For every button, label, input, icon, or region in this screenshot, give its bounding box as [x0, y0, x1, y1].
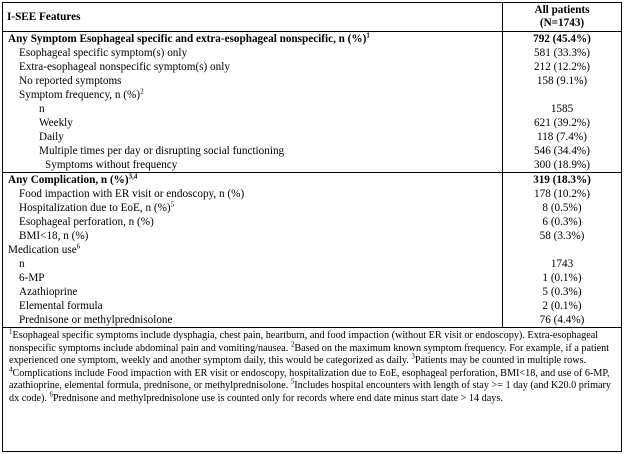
- row-value: 300 (18.9%): [503, 158, 622, 173]
- all-patients-n: (N=1743): [539, 17, 585, 29]
- row-label: Food impaction with ER visit or endoscopy, n (%): [19, 188, 245, 200]
- row-value: 76 (4.4%): [503, 313, 622, 327]
- row-value: 621 (39.2%): [503, 116, 622, 130]
- row-value: 546 (34.4%): [503, 144, 622, 158]
- row-label: Daily: [39, 131, 64, 143]
- table-row: [3, 173, 621, 188]
- i-see-features-table: [3, 3, 621, 327]
- row-label: Multiple times per day or disrupting social functioning: [39, 145, 285, 157]
- row-value: 1 (0.1%): [503, 271, 622, 285]
- all-patients-column-header: [503, 3, 622, 32]
- footnote-ref: 6: [76, 242, 81, 251]
- table-row: [3, 229, 621, 243]
- row-label: [3, 32, 503, 47]
- table-row: [3, 88, 621, 102]
- row-value: 792 (45.4%): [503, 32, 622, 47]
- table-row: [3, 116, 621, 130]
- row-label-text: Symptom frequency, n (%): [19, 89, 141, 101]
- row-value: 58 (3.3%): [503, 229, 622, 243]
- row-label: [3, 173, 503, 188]
- row-label: Elemental formula: [19, 300, 103, 312]
- row-label-text: Any Complication, n (%): [8, 174, 129, 186]
- footnote-marker: 3: [411, 352, 415, 361]
- footnote-2: Based on the maximum known symptom frequency. For example, if a patient experienced one symptom, weekly and another symptom daily, this would be categorized as daily.: [9, 342, 610, 367]
- table-footnotes: [3, 327, 621, 406]
- row-value: 581 (33.3%): [503, 46, 622, 60]
- i-see-features-table-container: [2, 2, 622, 452]
- footnote-marker: 6: [49, 390, 53, 399]
- row-label: Azathioprine: [19, 286, 78, 298]
- row-label: [3, 243, 503, 257]
- table-row: [3, 243, 621, 257]
- row-label: [3, 201, 503, 215]
- features-header-text: I-SEE Features: [7, 11, 81, 23]
- footnote-ref: 3,4: [128, 172, 138, 181]
- row-value: 118 (7.4%): [503, 130, 622, 144]
- row-value: 8 (0.5%): [503, 201, 622, 215]
- all-patients-title: All patients: [534, 4, 590, 16]
- table-row: [3, 102, 621, 116]
- row-label: Esophageal perforation, n (%): [19, 216, 154, 228]
- row-label-text: Medication use: [8, 244, 77, 256]
- row-value: 212 (12.2%): [503, 60, 622, 74]
- row-value: 5 (0.3%): [503, 285, 622, 299]
- row-label-text: Any Symptom Esophageal specific and extra-esophageal nonspecific, n (%): [8, 33, 367, 45]
- footnote-marker: 2: [290, 340, 295, 349]
- footnote-text: [9, 327, 615, 406]
- row-label: n: [39, 103, 45, 115]
- row-label: BMI<18, n (%): [19, 230, 89, 242]
- table-row: [3, 60, 621, 74]
- row-label: n: [19, 258, 25, 270]
- row-label: [3, 88, 503, 102]
- row-label: Prednisone or methylprednisolone: [19, 314, 173, 326]
- table-row: [3, 144, 621, 158]
- table-row: [3, 201, 621, 215]
- row-value: 1743: [503, 257, 622, 271]
- table-row: [3, 271, 621, 285]
- table-row: [3, 187, 621, 201]
- table-row: [3, 130, 621, 144]
- footnote-6: Prednisone and methylprednisolone use is counted only for records where end date minus start date > 14 days.: [52, 392, 503, 404]
- row-label-text: Hospitalization due to EoE, n (%): [19, 202, 171, 214]
- row-label: Extra-esophageal nonspecific symptom(s) only: [19, 61, 230, 73]
- table-row: [3, 285, 621, 299]
- row-label: Weekly: [39, 117, 73, 129]
- footnote-marker: 1: [9, 327, 13, 336]
- features-column-header: [3, 3, 503, 32]
- footnote-1: Esophageal specific symptoms include dysphagia, chest pain, heartburn, and food impaction (without ER visit or endoscopy). Extra-esophageal nonspecific symptoms include abdominal pain and vomiting/nausea.: [9, 330, 599, 354]
- table-row: [3, 158, 621, 173]
- footnote-ref: 2: [140, 87, 144, 96]
- row-value: 319 (18.3%): [503, 173, 622, 188]
- row-label: Esophageal specific symptom(s) only: [19, 47, 188, 59]
- footnote-marker: 4: [9, 365, 13, 374]
- table-row: [3, 46, 621, 60]
- footnote-4: Complications include Food impaction with ER visit or endoscopy, hospitalization due to EoE, esophageal perforation, BMI<18, and use of 6-MP, azathioprine, elemental formula, prednisone, or methylprednisolone.: [9, 367, 610, 392]
- table-row: [3, 257, 621, 271]
- table-row: [3, 299, 621, 313]
- row-label: Symptoms without frequency: [45, 159, 178, 171]
- row-value: [503, 243, 622, 257]
- row-value: 6 (0.3%): [503, 215, 622, 229]
- table-row: [3, 32, 621, 47]
- footnote-3: Patients may be counted in multiple rows.: [414, 355, 587, 367]
- table-row: [3, 313, 621, 327]
- row-value: 1585: [503, 102, 622, 116]
- row-value: 2 (0.1%): [503, 299, 622, 313]
- footnote-marker: 5: [290, 377, 295, 386]
- table-row: [3, 215, 621, 229]
- footnote-5: Includes hospital encounters with length of stay >= 1 day (and K20.0 primary dx code).: [9, 380, 612, 404]
- footnote-ref: 1: [366, 31, 370, 40]
- row-value: 178 (10.2%): [503, 187, 622, 201]
- row-value: [503, 88, 622, 102]
- table-header-row: [3, 3, 621, 32]
- footnote-ref: 5: [170, 200, 175, 209]
- table-row: [3, 74, 621, 88]
- row-label: 6-MP: [19, 272, 45, 284]
- row-value: 158 (9.1%): [503, 74, 622, 88]
- row-label: No reported symptoms: [19, 75, 122, 87]
